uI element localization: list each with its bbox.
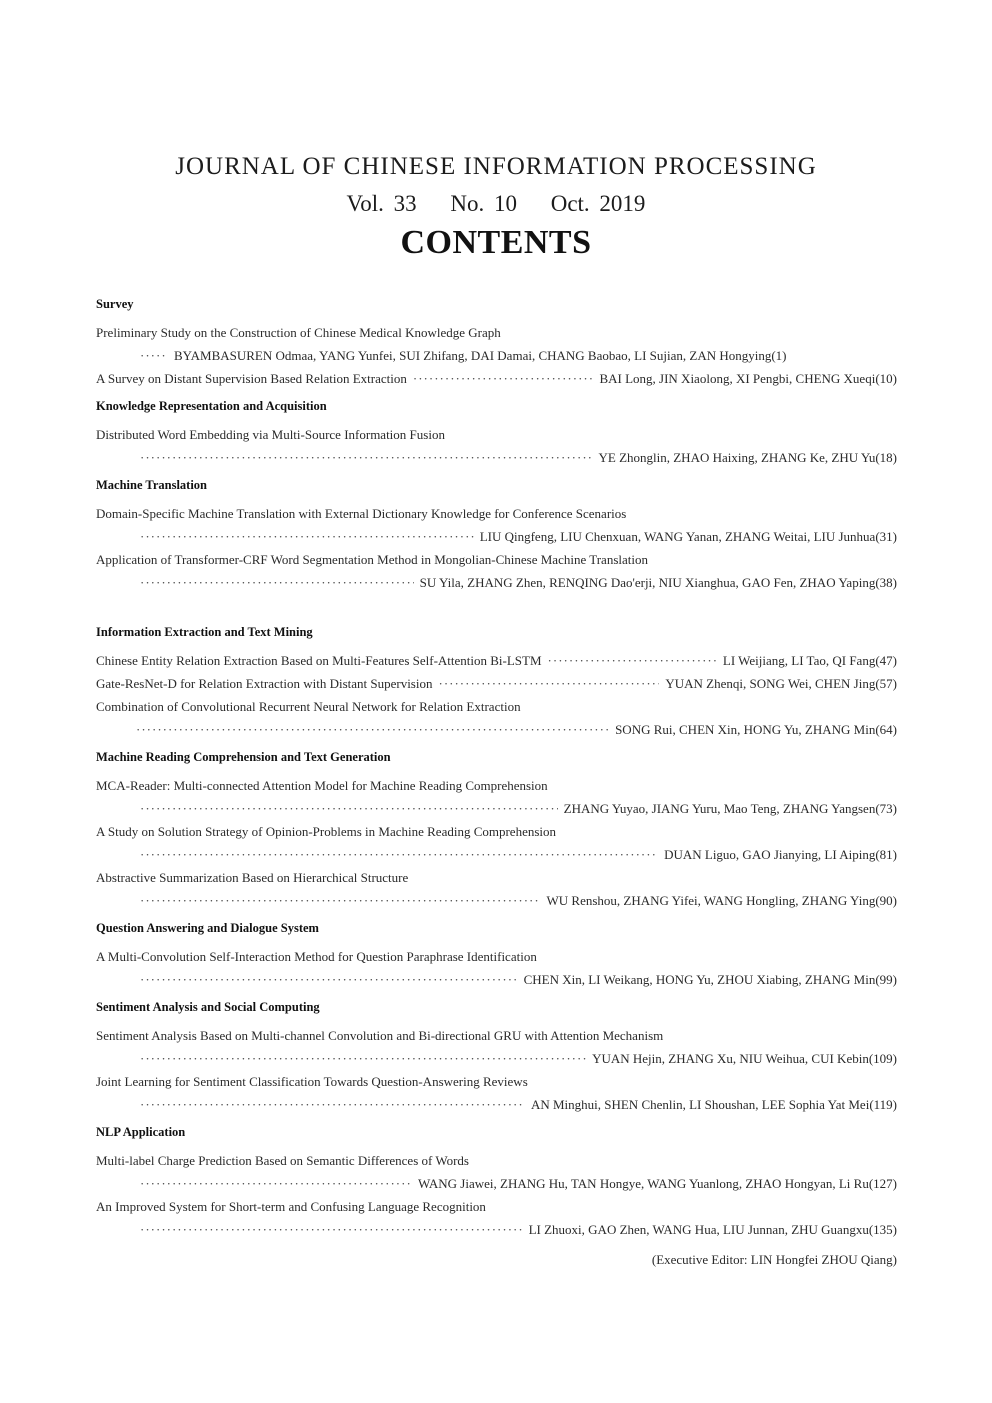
- entry-authors: BYAMBASUREN Odmaa, YANG Yunfei, SUI Zhifang, DAI Damai, CHANG Baobao, LI Sujian, ZAN Hongying: [174, 348, 772, 363]
- dot-leader: [136, 718, 609, 741]
- dot-leader: [140, 1047, 586, 1070]
- entry-authors-line: [96, 525, 897, 548]
- section-title: Machine Reading Comprehension and Text Generation: [96, 750, 391, 764]
- entry-authors-line: [96, 1093, 897, 1116]
- dot-leader: [140, 797, 558, 820]
- entry-title: An Improved System for Short-term and Confusing Language Recognition: [96, 1199, 486, 1214]
- entry-authors: LI Zhuoxi, GAO Zhen, WANG Hua, LIU Junnan, ZHU Guangxu: [528, 1222, 869, 1237]
- entry-page: (1): [771, 348, 787, 363]
- toc-entry[interactable]: [96, 672, 897, 695]
- entry-page: (99): [875, 972, 897, 987]
- entry-title: Sentiment Analysis Based on Multi-channel Convolution and Bi-directional GRU with Attention Mechanism: [96, 1028, 664, 1043]
- entry-authors-line: [96, 344, 897, 367]
- executive-editor: (Executive Editor: LIN Hongfei ZHOU Qiang): [651, 1252, 897, 1267]
- entry-authors: ZHANG Yuyao, JIANG Yuru, Mao Teng, ZHANG Yangsen: [563, 801, 876, 816]
- toc-entry[interactable]: [96, 423, 897, 469]
- dot-leader: [140, 1172, 412, 1195]
- entry-authors-line: [96, 843, 897, 866]
- entry-authors: YUAN Zhenqi, SONG Wei, CHEN Jing: [665, 676, 876, 691]
- entry-authors: AN Minghui, SHEN Chenlin, LI Shoushan, LEE Sophia Yat Mei: [530, 1097, 870, 1112]
- section-title: Survey: [96, 297, 134, 311]
- entry-authors: YE Zhonglin, ZHAO Haixing, ZHANG Ke, ZHU Yu: [598, 450, 876, 465]
- journal-title: JOURNAL OF CHINESE INFORMATION PROCESSING: [175, 153, 817, 180]
- toc-entry[interactable]: [96, 1070, 897, 1116]
- entry-authors: SU Yila, ZHANG Zhen, RENQING Dao'erji, NIU Xianghua, GAO Fen, ZHAO Yaping: [419, 575, 876, 590]
- entry-authors: YUAN Hejin, ZHANG Xu, NIU Weihua, CUI Kebin: [592, 1051, 869, 1066]
- section-title: Sentiment Analysis and Social Computing: [96, 1000, 320, 1014]
- entry-title: Combination of Convolutional Recurrent Neural Network for Relation Extraction: [96, 699, 521, 714]
- entry-page: (18): [875, 450, 897, 465]
- dot-leader: [438, 672, 659, 695]
- entry-page: (57): [875, 676, 897, 691]
- entry-page: (31): [875, 529, 897, 544]
- table-of-contents: [96, 296, 897, 1241]
- toc-entry[interactable]: [96, 866, 897, 912]
- entry-title: Chinese Entity Relation Extraction Based on Multi-Features Self-Attention Bi-LSTM: [96, 653, 542, 668]
- entry-page: (47): [875, 653, 897, 668]
- toc-entry[interactable]: [96, 774, 897, 820]
- entry-authors: SONG Rui, CHEN Xin, HONG Yu, ZHANG Min: [615, 722, 876, 737]
- dot-leader: [140, 1218, 523, 1241]
- entry-title: A Study on Solution Strategy of Opinion-Problems in Machine Reading Comprehension: [96, 824, 557, 839]
- dot-leader: [548, 649, 717, 672]
- toc-entry[interactable]: [96, 1024, 897, 1070]
- toc-entry[interactable]: [96, 820, 897, 866]
- entry-title: Application of Transformer-CRF Word Segmentation Method in Mongolian-Chinese Machine Translation: [96, 552, 648, 567]
- toc-entry[interactable]: [96, 945, 897, 991]
- entry-page: (38): [875, 575, 897, 590]
- entry-page: (10): [875, 371, 897, 386]
- toc-entry[interactable]: [96, 548, 897, 594]
- entry-authors: CHEN Xin, LI Weikang, HONG Yu, ZHOU Xiabing, ZHANG Min: [523, 972, 876, 987]
- dot-leader: [140, 446, 593, 469]
- toc-entry[interactable]: [96, 649, 897, 672]
- entry-title: Domain-Specific Machine Translation with External Dictionary Knowledge for Conference Scenarios: [96, 506, 627, 521]
- entry-title: Abstractive Summarization Based on Hierarchical Structure: [96, 870, 409, 885]
- entry-page: (119): [869, 1097, 897, 1112]
- dot-leader: [140, 344, 168, 367]
- entry-authors-line: [96, 718, 897, 741]
- issue-line: [0, 191, 992, 217]
- dot-leader: [413, 367, 594, 390]
- section-title: Machine Translation: [96, 478, 208, 492]
- dot-leader: [140, 889, 541, 912]
- entry-title: Joint Learning for Sentiment Classification Towards Question-Answering Reviews: [96, 1074, 528, 1089]
- toc-entry[interactable]: [96, 367, 897, 390]
- entry-authors-line: [96, 889, 897, 912]
- entry-page: (135): [868, 1222, 897, 1237]
- entry-inline-line: [96, 367, 897, 390]
- entry-page: (90): [875, 893, 897, 908]
- section-title: Question Answering and Dialogue System: [96, 921, 319, 935]
- issue-number: No. 10: [450, 191, 517, 216]
- entry-authors: DUAN Liguo, GAO Jianying, LI Aiping: [664, 847, 876, 862]
- entry-title: Preliminary Study on the Construction of Chinese Medical Knowledge Graph: [96, 325, 501, 340]
- toc-entry[interactable]: [96, 695, 897, 741]
- entry-inline-line: [96, 649, 897, 672]
- dot-leader: [140, 843, 658, 866]
- entry-page: (64): [875, 722, 897, 737]
- entry-title: Distributed Word Embedding via Multi-Source Information Fusion: [96, 427, 445, 442]
- entry-authors-line: [96, 1218, 897, 1241]
- entry-page: (109): [868, 1051, 897, 1066]
- entry-authors-line: [96, 1172, 897, 1195]
- entry-authors-line: [96, 446, 897, 469]
- dot-leader: [140, 1093, 525, 1116]
- toc-entry[interactable]: [96, 1195, 897, 1241]
- entry-authors: BAI Long, JIN Xiaolong, XI Pengbi, CHENG Xueqi: [599, 371, 876, 386]
- toc-entry[interactable]: [96, 1149, 897, 1195]
- section-title: Information Extraction and Text Mining: [96, 625, 313, 639]
- contents-heading: CONTENTS: [400, 224, 592, 261]
- entry-page: (127): [868, 1176, 897, 1191]
- dot-leader: [140, 571, 414, 594]
- section-title: Knowledge Representation and Acquisition: [96, 399, 327, 413]
- entry-authors-line: [96, 797, 897, 820]
- entry-title: Multi-label Charge Prediction Based on Semantic Differences of Words: [96, 1153, 469, 1168]
- entry-authors: WU Renshou, ZHANG Yifei, WANG Hongling, ZHANG Ying: [546, 893, 876, 908]
- entry-authors-line: [96, 571, 897, 594]
- entry-inline-line: [96, 672, 897, 695]
- entry-title: A Survey on Distant Supervision Based Relation Extraction: [96, 371, 407, 386]
- entry-page: (73): [875, 801, 897, 816]
- entry-title: A Multi-Convolution Self-Interaction Method for Question Paraphrase Identification: [96, 949, 537, 964]
- entry-authors: WANG Jiawei, ZHANG Hu, TAN Hongye, WANG Yuanlong, ZHAO Hongyan, Li Ru: [418, 1176, 869, 1191]
- dot-leader: [140, 525, 474, 548]
- entry-title: MCA-Reader: Multi-connected Attention Model for Machine Reading Comprehension: [96, 778, 548, 793]
- entry-title: Gate-ResNet-D for Relation Extraction with Distant Supervision: [96, 676, 433, 691]
- entry-authors-line: [96, 968, 897, 991]
- volume: Vol. 33: [346, 191, 417, 216]
- toc-entry[interactable]: [96, 502, 897, 548]
- dot-leader: [140, 968, 518, 991]
- entry-authors-line: [96, 1047, 897, 1070]
- entry-authors: LI Weijiang, LI Tao, QI Fang: [722, 653, 876, 668]
- entry-page: (81): [875, 847, 897, 862]
- issue-date: Oct. 2019: [550, 191, 646, 216]
- section-title: NLP Application: [96, 1125, 186, 1139]
- entry-authors: LIU Qingfeng, LIU Chenxuan, WANG Yanan, ZHANG Weitai, LIU Junhua: [479, 529, 876, 544]
- toc-entry[interactable]: [96, 321, 897, 367]
